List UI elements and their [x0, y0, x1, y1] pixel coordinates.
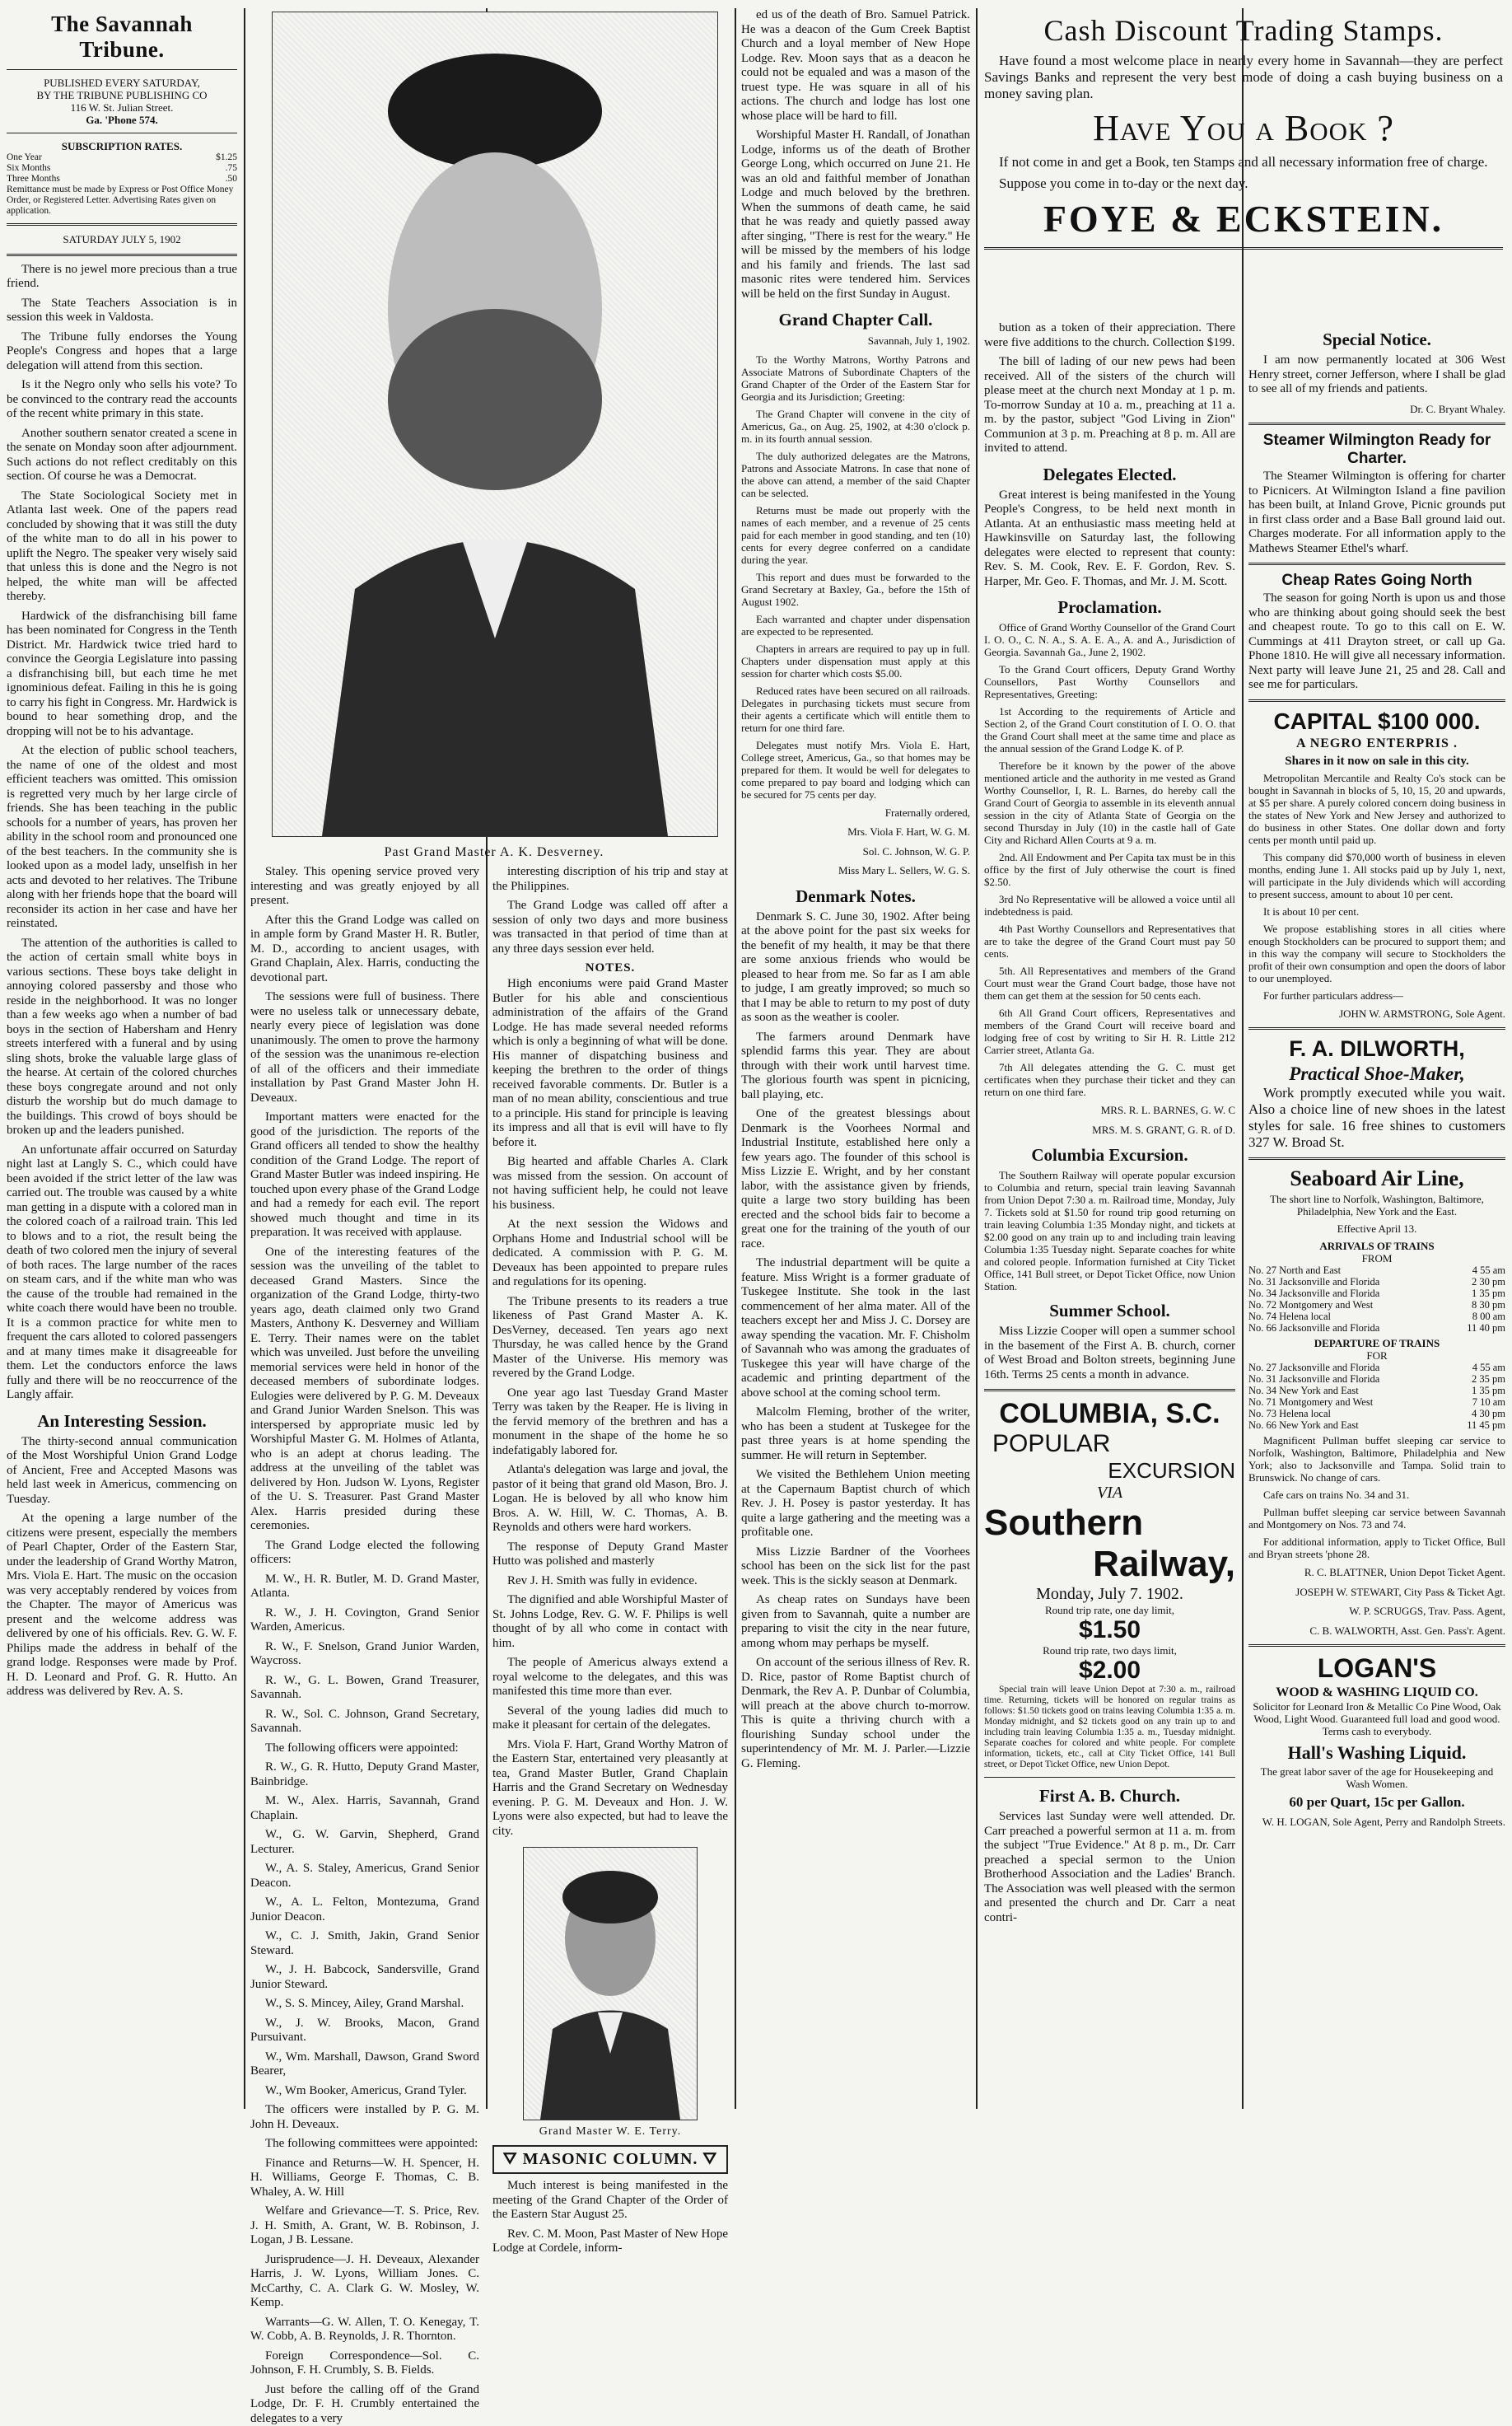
summer-school-p: Miss Lizzie Cooper will open a summer school in the basement of the First A. B. church, corner of West Broad and Bolton streets, beginning June 16th. Terms 25 cents a month in advance. — [984, 1325, 1235, 1382]
railway-ad — [984, 1398, 1235, 1770]
first-ab-p: Services last Sunday were well attended. Dr. Carr preached a powerful sermon at 11 a. m. from the subject "True Evidence." At 8 p. m., Dr. Carr preached a special sermon to the Union Brotherhood Association and the Ladies' Branch. The Association was well pleased with the sermon and presented the church and Dr. Carr a neat contri- — [984, 1810, 1235, 1925]
col4-p1: ed us of the death of Bro. Samuel Patrick. He was a deacon of the Gum Creek Baptist Church and a loyal member of New Hope Lodge. Rev. Moon says that as a deacon he could not be equaled and was a mason of the truest type. He was square in all of his actions. The church and lodge has lost one whose place will be hard to fill. — [741, 8, 970, 124]
agent-2: JOSEPH W. STEWART, City Pass & Ticket Agt. — [1248, 1585, 1505, 1600]
compass-square-icon: ⛛ — [503, 2150, 523, 2168]
col2-p8: The officers were installed by P. G. M. John H. Deveaux. — [250, 2103, 479, 2132]
proc-p9: 6th All Grand Court officers, Representatives and members of the Grand Court will receive board and lodging free of cost by writing to Sir H. R. Little 212 Carrier street, Atlanta Ga. — [984, 1007, 1235, 1056]
proc-p3: 1st According to the requirements of Article and Section 2, of the Grand Court constitution of I. O. O. that the Grand Court shall meet at the same time and place as the annual session of the Grand Lodge K. of P. — [984, 705, 1235, 755]
agent-1: R. C. BLATTNER, Union Depot Ticket Agent. — [1248, 1565, 1505, 1580]
masthead-title: The Savannah Tribune. — [7, 12, 237, 63]
denmark-p4: The industrial department will be quite a feature. Miss Wright is a former graduate of Tuskegee Institute. She took in the last commencement of her alma mater. All of the teachers except her and Miss J. C. Dorsey are away spending the vacation. Mr. F. Chisholm of Savannah who was among the graduates of Tuskegee this year will have charge of the academic and printing department of the above school at the coming school term. — [741, 1256, 970, 1400]
notes-heading: NOTES. — [492, 961, 728, 975]
train-row: No. 73 Helena local 4 30 pm — [1248, 1408, 1505, 1419]
proclamation-heading: Proclamation. — [984, 597, 1235, 618]
denmark-p2: The farmers around Denmark have splendid farms this year. They are about through with their work until harvest time. The glorious fourth was spent in picnicing, ball playing, etc. — [741, 1031, 970, 1103]
editorial-p6: The State Sociological Society met in Atlanta last week. One of the papers read concluded by showing that it was still the duty of the white man to do all in his power to uplift the Negro. The speaker very wisely said that unless this is done and the Negro is not helped, the white man will be affected thereby. — [7, 489, 237, 605]
proc-p8: 5th. All Representatives and members of the Grand Court must wear the Grand Court badge, those have not them can get them at the session for 50 cents each. — [984, 965, 1235, 1002]
agent-4: C. B. WALWORTH, Asst. Gen. Pass'r. Agent. — [1248, 1624, 1505, 1638]
arrivals-from: FROM — [1248, 1252, 1505, 1264]
committee-1: Finance and Returns—W. H. Spencer, H. H. Williams, George F. Thomas, C. B. Whaley, A. W. Hill — [250, 2157, 479, 2200]
column-5 — [984, 321, 1235, 2109]
col2-p7: The following officers were appointed: — [250, 1741, 479, 1756]
committee-2: Welfare and Grievance—T. S. Price, Rev. J. H. Smith, A. Grant, W. B. Robinson, J. Logan, J B. Lessane. — [250, 2204, 479, 2248]
col2-p5: One of the interesting features of the session was the unveiling of the tablet to deceased Grand Masters. Since the organization of the Grand Lodge, thirty-two years ago, death claimed only two Grand Masters, Anthony K. Desverney and William E. Terry. Their names were on the tablet which was unveiled. Just before the unveiling memorial services were held in honor of the deceased members of subordinate lodges. Eulogies were delivered by P. G. M. Deveaux and Grand Junior Warden Snelson. This was interspersed by appropriate music led by Worshipful Master G. M. Holmes of Atlanta, who is an adept at chorus leading. The address at the unveiling of the tablet was delivered by Hon. Judson W. Lyons, Register of the U. S. Treasurer. Past Grand Master Alex. Harris presided during these ceremonies. — [250, 1246, 479, 1534]
ad-price2: $2.00 — [984, 1657, 1235, 1685]
appointed-4: W., A. S. Staley, Americus, Grand Senior Deacon. — [250, 1862, 479, 1891]
train-row: No. 31 Jacksonville and Florida 2 30 pm — [1248, 1276, 1505, 1288]
col2-p1: Staley. This opening service proved very interesting and was greatly enjoyed by all present. — [250, 865, 479, 909]
first-ab-heading: First A. B. Church. — [984, 1786, 1235, 1807]
chapter-p4: Returns must be made out properly with the names of each member, and a revenue of 25 cents paid for each member in good standing, and ten (10) cents for every degree conferred on a candidate during the year. — [741, 504, 970, 566]
editorial-p7: Hardwick of the disfranchising bill fame has been nominated for Congress in the Tenth District. Mr. Hardwick twice tried hard to convince the Georgia Legislature into passing a disfranchising bill, but each time he met ignominious defeat. Failing in this he is going to carry his fight in Congress. Mr. Hardwick is bound to hear something drop, and the dropping will not be to his advantage. — [7, 610, 237, 740]
shares-body4: We propose establishing stores in all cities where enough Stockholders can be procured to support them; and in this way the company will secure to Stockholders the profit of their own consumption and open the doors of labor to our unemployed. — [1248, 923, 1505, 984]
seaboard-sub: The short line to Norfolk, Washington, Baltimore, Philadelphia, New York and the East. — [1248, 1193, 1505, 1218]
proc-p6: 3rd No Representative will be allowed a voice until all indebtedness is paid. — [984, 893, 1235, 918]
halls-body: The great labor saver of the age for Housekeeping and Wash Women. — [1248, 1765, 1505, 1790]
logan-sub: WOOD & WASHING LIQUID CO. — [1248, 1685, 1505, 1700]
committee-3: Jurisprudence—J. H. Deveaux, Alexander Harris, J. W. Lyons, William Jones. C. McCarthy, C. A. Clark G. W. Mosley, W. Kemp. — [250, 2253, 479, 2311]
col2-p10: Just before the calling off of the Grand Lodge, Dr. F. H. Crumbly entertained the delegates to a very — [250, 2383, 479, 2426]
proc-p1: Office of Grand Worthy Counsellor of the Grand Court I. O. O., C. N. A., S. A. E. A., A. and A., Jurisdiction of Georgia. Savannah Ga., June 2, 1902. — [984, 621, 1235, 658]
col3-p2: The Grand Lodge was called off after a session of only two days and more business was transacted in that period of time than at any three days session ever held. — [492, 899, 728, 956]
steamer-heading: Steamer Wilmington Ready for Charter. — [1248, 432, 1505, 468]
trading-stamps-ad — [984, 8, 1503, 321]
committee-4: Warrants—G. W. Allen, T. O. Kenegay, T. W. Cobb, A. B. Reynolds, J. R. Thornton. — [250, 2316, 479, 2344]
book-body2: Suppose you come in to-day or the next day. — [984, 175, 1503, 192]
editorial-p4: Is it the Negro only who sells his vote? To be convinced to the contrary read the accounts of the recent white primary in this state. — [7, 378, 237, 422]
editorial-p3: The Tribune fully endorses the Young People's Congress and hopes that a large delegation will attend from this section. — [7, 330, 237, 374]
col5-p1: bution as a token of their appreciation. There were five additions to the church. Collection $199. — [984, 321, 1235, 350]
appointed-1: R. W., G. R. Hutto, Deputy Grand Master, Bainbridge. — [250, 1760, 479, 1789]
logan-name: LOGAN'S — [1248, 1653, 1505, 1684]
shares-sig: JOHN W. ARMSTRONG, Sole Agent. — [1248, 1007, 1505, 1021]
capital-headline: CAPITAL $100 000. — [1248, 708, 1505, 735]
proc-sig2: MRS. M. S. GRANT, G. R. of D. — [984, 1123, 1235, 1138]
ad-via: VIA — [984, 1484, 1235, 1503]
col2-p3: The sessions were full of business. There were no useless talk or unnecessary debate, nearly every piece of legislation was done unanimously. The omen to prove the harmony of the session was the unanimous re-election of all of the officers and their immediate installation by Past Grand Master John H. Deveaux. — [250, 990, 479, 1105]
portrait-terry — [523, 1847, 698, 2120]
arrivals-heading: ARRIVALS OF TRAINS — [1248, 1240, 1505, 1252]
store-name: FOYE & ECKSTEIN. — [984, 197, 1503, 241]
col3-p13: Several of the young ladies did much to make it pleasant for certain of the delegates. — [492, 1704, 728, 1733]
editorial-p8: At the election of public school teachers, the name of one of the oldest and most efficient teachers was omitted. This omission is regretted very much by her large circle of friends. She has been teaching in the public schools for a number of years, has proven her ability in the school room and pronounced one of the best teachers. In the community she is looked upon as a model lady, unselfish in her acts and devoted to her relatives. The Tribune along with her friends hope that the board will reconsider its action in her case and have her reinstated. — [7, 744, 237, 932]
chapter-p8: Reduced rates have been secured on all railroads. Delegates in purchasing tickets must secure from their agents a certificate which will entitle them to return for one third fare. — [741, 685, 970, 734]
shares-body2: This company did $70,000 worth of business in eleven months, ending June 1. All stocks paid up by July 1, next, will participate in the July dividends which will according to present success, amount to about 10 per cent. — [1248, 851, 1505, 900]
departures-heading: DEPARTURE OF TRAINS — [1248, 1337, 1505, 1349]
departures-for: FOR — [1248, 1349, 1505, 1362]
col3-p15: Much interest is being manifested in the meeting of the Grand Chapter of the Order of the Eastern Star August 25. — [492, 2179, 728, 2223]
train-row: No. 34 Jacksonville and Florida 1 35 pm — [1248, 1288, 1505, 1299]
denmark-p6: We visited the Bethlehem Union meeting at the Capernaum Baptist church of which Rev. J. H. Posey is pastor yesterday. It has quite a large gathering and the meeting was a profitable one. — [741, 1468, 970, 1540]
appointed-2: M. W., Alex. Harris, Savannah, Grand Chaplain. — [250, 1794, 479, 1823]
delegates-heading: Delegates Elected. — [984, 465, 1235, 485]
column-4 — [741, 8, 970, 2109]
appointed-5: W., A. L. Felton, Montezuma, Grand Junior Deacon. — [250, 1895, 479, 1924]
book-body: If not come in and get a Book, ten Stamps and all necessary information free of charge. — [984, 154, 1503, 171]
col2-p4: Important matters were enacted for the good of the jurisdiction. The reports of the Grand officers all tended to show the healthy condition of the Grand Lodge. The report of Grand Master Butler was indeed inspiring. He touched upon every phase of the Grand Lodge and had a remedy for each evil. The report showed much thought and time in its preparation. It was received with applause. — [250, 1110, 479, 1241]
ad-railway: Railway, — [984, 1544, 1235, 1585]
proc-p7: 4th Past Worthy Counsellors and Representatives that are to take the degree of the Grand Court must pay 50 cents. — [984, 923, 1235, 960]
book-headline: Have You a Book ? — [984, 107, 1503, 149]
ad-excursion: EXCURSION — [984, 1458, 1235, 1484]
denmark-heading: Denmark Notes. — [741, 886, 970, 907]
masthead-line1: PUBLISHED EVERY SATURDAY, — [7, 77, 237, 89]
seaboard-heading: Seaboard Air Line, — [1248, 1166, 1505, 1191]
chapter-p2: The Grand Chapter will convene in the city of Americus, Ga., on Aug. 25, 1902, at 4:30 o'clock p. m. in its fourth annual session. — [741, 408, 970, 445]
proc-p5: 2nd. All Endowment and Per Capita tax must be in this office by the first of July otherwise the court is fined $2.50. — [984, 851, 1235, 888]
chapter-p9: Delegates must notify Mrs. Viola E. Hart, College street, Americus, Ga., so that homes may be prepared for them. It would be well for delegates to come prepared to pay board and lodging which can be secured for 75 cents per day. — [741, 739, 970, 801]
officer-1: M. W., H. R. Butler, M. D. Grand Master, Atlanta. — [250, 1573, 479, 1601]
denmark-p7: Miss Lizzie Bardner of the Voorhees school has been on the sick list for the past week. This is the sickly season at Denmark. — [741, 1545, 970, 1589]
notice-heading: Special Notice. — [1248, 330, 1505, 350]
cheap-rates-heading: Cheap Rates Going North — [1248, 572, 1505, 590]
chapter-p6: Each warranted and chapter under dispensation are expected to be represented. — [741, 613, 970, 638]
masthead-phone: Ga. 'Phone 574. — [7, 114, 237, 126]
denmark-p1: Denmark S. C. June 30, 1902. After being at the above point for the past six weeks for the benefit of my health, it may be that there are some anxious friends who would be pleased to hear from me. So far as I am able to judge, I am greatly improved; so much so that I may be able to return to my post of duty as soon as the weather is cooler. — [741, 910, 970, 1026]
col3-p16: Rev. C. M. Moon, Past Master of New Hope Lodge at Cordele, inform- — [492, 2227, 728, 2256]
train-row: No. 72 Montgomery and West 8 30 pm — [1248, 1299, 1505, 1311]
chapter-dateline: Savannah, July 1, 1902. — [741, 334, 970, 348]
session-p2: At the opening a large number of the citizens were present, especially the members of Pearl Chapter, Order of the Eastern Star, under the leadership of Grand Worthy Matron, Mrs. Viola E. Hart. The music on the occasion was very acceptably rendered by voices from the Chapter. The mayor of Americus was present and the welcome address was delivered by one of his officials. Rev. G. W. F. Philips made the address in behalf of the grand lodge. Responses were made by Prof. H. D. Leonard and Prof. G. R. Hutto. An address was delivered by Rev. A. S. — [7, 1512, 237, 1699]
steamer-body: The Steamer Wilmington is offering for charter to Picnicers. At Wilmington Island a fine pavilion has been built, at Inland Grove, Picnic grounds put in first class order and a Base Ball ground laid out. Charges moderate. For all information apply to the Mathews Steamer Ethel's wharf. — [1248, 470, 1505, 556]
editorial-p10: An unfortunate affair occurred on Saturday night last at Langly S. C., which could have been avoided if the strict letter of the law was carried out. The trouble was caused by a white man getting in a dispute with a colored man in the colored coach of a railroad train. This led to blows and to a riot, the result being the death of two colored men the injury of several of both races. The large number of the races on steam cars, and if the white man who was the cause of the trouble had remained in the white coach there would have been no trouble. It is a common practice for white men to frequent the cars alloted to colored passengers and at many times make it disagreeable for them. Let the conductors enforce the laws fully and there will be no reoccurrence of the Langly affair. — [7, 1143, 237, 1403]
arrivals-table — [1248, 1264, 1505, 1334]
appointed-6: W., C. J. Smith, Jakin, Grand Senior Steward. — [250, 1929, 479, 1958]
col3-p4: Big hearted and affable Charles A. Clark was missed from the session. On account of not having sufficient help, he could not leave his business. — [492, 1155, 728, 1213]
proc-sig1: MRS. R. L. BARNES, G. W. C — [984, 1103, 1235, 1118]
train-row: No. 74 Helena local 8 00 am — [1248, 1311, 1505, 1322]
officer-4: R. W., G. L. Bowen, Grand Treasurer, Savannah. — [250, 1674, 479, 1703]
column-1 — [7, 8, 237, 2109]
ad-price1: $1.50 — [984, 1616, 1235, 1644]
ad-southern: Southern — [984, 1503, 1235, 1544]
appointed-10: W., Wm. Marshall, Dawson, Grand Sword Bearer, — [250, 2050, 479, 2079]
col3-p11: The dignified and able Worshipful Master of St. Johns Lodge, Rev. G. W. F. Philips is well thought of by all who come in contact with him. — [492, 1593, 728, 1651]
editorial-p2: The State Teachers Association is in session this week in Valdosta. — [7, 297, 237, 325]
col2-p2: After this the Grand Lodge was called on in ample form by Grand Master H. R. Butler, M. D., according to ancient usages, with Grand Chaplain, Alex. Harris, conducting the devotional part. — [250, 914, 479, 986]
editorial-p5: Another southern senator created a scene in the senate on Monday soon after adjournment. Such actions do not reflect creditably on this section. Of course he was a Democrat. — [7, 427, 237, 484]
session-p1: The thirty-second annual communication of the Most Worshipful Union Grand Lodge of Ancient, Free and Accepted Masons was held last week in Americus, commencing on Tuesday. — [7, 1435, 237, 1507]
shares-body: Metropolitan Mercantile and Realty Co's stock can be bought in Savannah in blocks of 5, 10, 15, 20 and upwards, at $5 per share. A purely colored concern doing business in the states of New York and New Jersey and authorized to do business in other States. One dollar down and forty cents per month until paid up. — [1248, 772, 1505, 846]
officer-2: R. W., J. H. Covington, Grand Senior Warden, Americus. — [250, 1606, 479, 1635]
train-row: No. 71 Montgomery and West 7 10 am — [1248, 1396, 1505, 1408]
delegates-p: Great interest is being manifested in the Young People's Congress, to be held next month in Atlanta. At an enthusiastic mass meeting held at Hawkinsville on Saturday last, the following delegates were elected to represent that county: Rev. S. M. Cook, Rev. E. F. Gordon, Rev. S. Harper, Mr. Geo. F. Thomas, and Mr. J. M. Scott. — [984, 488, 1235, 590]
appointed-8: W., S. S. Mincey, Ailey, Grand Marshal. — [250, 1997, 479, 2012]
column-6 — [1248, 321, 1505, 2109]
cheap-rates-body: The season for going North is upon us and those who are thinking about going should seek the best and cheapest route. To go to this call on E. W. Cummings at 411 Drayton street, or call up Ga. Phone 1810. He will give all necessary information. Next party will leave June 21, 25 and 28. Call and see me for particulars. — [1248, 591, 1505, 693]
col5-p2: The bill of lading of our new pews had been received. All of the sisters of the church will please meet at the church next Monday at 1 p. m. To-morrow Sunday at 10 a. m., preaching at 11 a. m. by the pastor, subject "God Living in Zion" Communion at 3 p. m. Preaching at 8 p. m. All are invited to attend. — [984, 355, 1235, 456]
appointed-11: W., Wm Booker, Americus, Grand Tyler. — [250, 2084, 479, 2099]
committee-5: Foreign Correspondence—Sol. C. Johnson, F. H. Crumbly, S. B. Fields. — [250, 2349, 479, 2378]
notice-body: I am now permanently located at 306 West Henry street, corner Jefferson, where I shall be glad to see all of my friends and patients. — [1248, 353, 1505, 397]
excursion-p: The Southern Railway will operate popular excursion to Columbia and return, special train leaving Savannah from Union Depot 7:30 a. m. Railroad time, Monday, July 7. Tickets sold at $1.50 for round trip good returning on train leaving Columbia 1:35 Monday night, and tickets at $2.00 good on any train up to and including train leaving Columbia 1:35 Tuesday night. Separate coaches for white and colored people. Information furnished at City Ticket Office, 141 Bull street, or Depot Ticket Office, now Union Station. — [984, 1169, 1235, 1292]
train-row: No. 66 Jacksonville and Florida 11 40 pm — [1248, 1322, 1505, 1334]
portrait-terry-caption: Grand Master W. E. Terry. — [492, 2125, 728, 2139]
col2-p6: The Grand Lodge elected the following officers: — [250, 1539, 479, 1568]
masthead-line3: 116 W. St. Julian Street. — [7, 101, 237, 114]
ad-rate2: Round trip rate, two days limit, — [984, 1644, 1235, 1657]
dilworth-body: Work promptly executed while you wait. Also a choice line of new shoes in the latest styles for sale. 16 free shines to customers 327 W. Broad St. — [1248, 1085, 1505, 1151]
chapter-sig1: Fraternally ordered, — [741, 806, 970, 820]
halls-heading: Hall's Washing Liquid. — [1248, 1742, 1505, 1764]
seaboard-effective: Effective April 13. — [1248, 1222, 1505, 1235]
portrait-desverney — [272, 12, 718, 837]
proc-p10: 7th All delegates attending the G. C. must get certificates when they purchase their ticket and they can return on one third fare. — [984, 1061, 1235, 1098]
denmark-p5: Malcolm Fleming, brother of the writer, who has been a student at Tuskegee for the past three years is at home spending the summer. He will return in September. — [741, 1405, 970, 1463]
col3-p1: interesting discription of his trip and stay at the Philippines. — [492, 865, 728, 894]
chapter-sig4: Miss Mary L. Sellers, W. G. S. — [741, 863, 970, 878]
denmark-p9: On account of the serious illness of Rev. R. D. Rice, pastor of Rome Baptist church of Denmark, the Rev A. P. Dunbar of Columbia, will preach at the above church to-morrow. This is quite a thriving church with a flourishing Sunday school under the superintendency of Mr. M. J. Parler.—Lizzie G. Fleming. — [741, 1656, 970, 1771]
chapter-p1: To the Worthy Matrons, Worthy Patrons and Associate Matrons of Subordinate Chapters of the Grand Chapter of the Order of the Eastern Star for Georgia and its Jurisdiction; Greeting: — [741, 353, 970, 403]
issue-date: SATURDAY JULY 5, 1902 — [7, 232, 237, 247]
enterprise-subhead: A NEGRO ENTERPRIS . — [1248, 736, 1505, 751]
train-row: No. 66 New York and East 11 45 pm — [1248, 1419, 1505, 1431]
ad-rate1: Round trip rate, one day limit, — [984, 1604, 1235, 1616]
dilworth-sub: Practical Shoe-Maker, — [1248, 1063, 1505, 1085]
denmark-p3: One of the greatest blessings about Denmark is the Voorhees Normal and Industrial Institute, established here only a few years ago. The founder of this school is Miss Lizzie E. Wright, and by her constant labor, with the assistance given by friends, quite a large two story building has been erected and the school bids fair to become a great one for the training of the youth of our race. — [741, 1107, 970, 1251]
ad-city: COLUMBIA, S.C. — [984, 1398, 1235, 1430]
shares-subhead: Shares in it now on sale in this city. — [1248, 755, 1505, 769]
excursion-heading: Columbia Excursion. — [984, 1145, 1235, 1166]
appointed-9: W., J. W. Brooks, Macon, Grand Pursuivant. — [250, 2017, 479, 2045]
notice-sig: Dr. C. Bryant Whaley. — [1248, 402, 1505, 417]
train-row: No. 31 Jacksonville and Florida 2 35 pm — [1248, 1373, 1505, 1385]
officer-5: R. W., Sol. C. Johnson, Grand Secretary, Savannah. — [250, 1708, 479, 1737]
editorial-p9: The attention of the authorities is called to the action of certain small white boys in various sections. These boys take delight in annoying colored passersby and those who reside in the neighborhood. It was no longer than a few weeks ago when a number of bad boys in the section of Habersham and Henry streets interfered with a funeral and by using sling shots, broke the valuable large glass of the hearse. At certain of the colored churches these boys congregate around and not only disturb the worship but do much damage to the buildings. This crowd of boys should be broken up and the leaders punished. — [7, 937, 237, 1138]
seaboard-body: Magnificent Pullman buffet sleeping car service to Norfolk, Washington, Baltimore, Philadelphia and New York; also to Jacksonville and Tampa. Solid train to Brunswick. No change of cars. — [1248, 1434, 1505, 1484]
train-row: No. 34 New York and East 1 35 pm — [1248, 1385, 1505, 1396]
summer-school-heading: Summer School. — [984, 1301, 1235, 1321]
chapter-p5: This report and dues must be forwarded to the Grand Secretary at Baxley, Ga., before the 15th of August 1902. — [741, 571, 970, 608]
chapter-call-heading: Grand Chapter Call. — [741, 310, 970, 330]
seaboard-body2: Cafe cars on trains No. 34 and 31. — [1248, 1489, 1505, 1501]
train-row: No. 27 Jacksonville and Florida 4 55 am — [1248, 1362, 1505, 1373]
portrait-terry-illustration-icon — [524, 1848, 697, 2120]
proc-p2: To the Grand Court officers, Deputy Grand Worthy Counsellors, Past Worthy Counsellors and Representatives, Greeting: — [984, 663, 1235, 700]
proc-p4: Therefore be it known by the power of the above mentioned article and the authority in me vested as Grand Worthy Counsellor, I, R. L. Barnes, do hereby call the Grand Court of Georgia to assemble in its eleventh annual session in the city of Atlanta State of Georgia on the second Thursday in July (10) in the castle hall of Gate City and Richard Allen Courts at 9 a. m. — [984, 760, 1235, 846]
rates-title: SUBSCRIPTION RATES. — [7, 140, 237, 152]
chapter-sig3: Sol. C. Johnson, W. G. P. — [741, 844, 970, 859]
session-heading: An Interesting Session. — [7, 1411, 237, 1432]
editorial-p1: There is no jewel more precious than a true friend. — [7, 263, 237, 292]
seaboard-body3: Pullman buffet sleeping car service between Savannah and Montgomery on Nos. 73 and 74. — [1248, 1506, 1505, 1531]
stamps-body: Have found a most welcome place in nearly every home in Savannah—they are perfect Savings Banks and represent the very best mode of doing a cash buying business on a money saving plan. — [984, 53, 1503, 102]
masonic-column-heading: ⛛ MASONIC COLUMN. ⛛ — [492, 2145, 728, 2174]
halls-price: 60 per Quart, 15c per Gallon. — [1248, 1795, 1505, 1810]
col3-p3: High enconiums were paid Grand Master Butler for his able and conscientious administration of the affairs of the Grand Lodge. He has made several needed reforms which is only a beginning of what will be done. His manner of dispatching business and keeping the brethren to the order of things received favorable comments. Dr. Butler is a man of no mean ability, conscientious and true to a principle. His stand for principle is leaving its impress and all that is evil will have to fly before it. — [492, 977, 728, 1150]
col3-p12: The people of Americus always extend a royal welcome to the delegates, and this was manifested this time more than ever. — [492, 1656, 728, 1699]
dilworth-name: F. A. DILWORTH, — [1248, 1036, 1505, 1062]
officer-3: R. W., F. Snelson, Grand Junior Warden, Waycross. — [250, 1640, 479, 1669]
ad-date: Monday, July 7. 1902. — [984, 1585, 1235, 1604]
col3-p5: At the next session the Widows and Orphans Home and Industrial school will be dedicated. A commission with P. G. M. Deveaux has been appointed to prepare rules and regulations for its opening. — [492, 1218, 728, 1290]
col3-p14: Mrs. Viola F. Hart, Grand Worthy Matron of the Eastern Star, entertained very pleasantly at tea, Grand Master Butler, Grand Chaplain Harris and the Grand Secretary on Wednesday evening. P. G. M. Deveaux and Hon. J. W. Lyons were also expected, but had to leave the city. — [492, 1738, 728, 1839]
col3-p7: One year ago last Tuesday Grand Master Terry was taken by the Reaper. He is living in the fervid memory of the brethren and has a monument in the shape of the home he so indefatigably labored for. — [492, 1386, 728, 1459]
appointed-3: W., G. W. Garvin, Shepherd, Grand Lecturer. — [250, 1828, 479, 1857]
seaboard-body4: For additional information, apply to Ticket Office, Bull and Bryan streets 'phone 28. — [1248, 1536, 1505, 1560]
col3-p6: The Tribune presents to its readers a true likeness of Past Grand Master A. K. DesVerney, deceased. Ten years ago next Thursday, he was called hence by the Grand Master of the Universe. His memory was revered by the Grand Lodge. — [492, 1295, 728, 1381]
rates-table: One Year $1.25 Six Months .75 Three Months .50 Remittance must be made by Express or Post Office Money Order, or Registered Letter. Advertising Rates given on application. — [7, 152, 237, 217]
shares-contact: For further particulars address— — [1248, 989, 1505, 1002]
column-3 — [492, 865, 728, 2109]
compass-square-icon-right: ⛛ — [698, 2150, 717, 2168]
departures-table — [1248, 1362, 1505, 1431]
halls-sig: W. H. LOGAN, Sole Agent, Perry and Randolph Streets. — [1248, 1815, 1505, 1830]
train-row: No. 27 North and East 4 55 am — [1248, 1264, 1505, 1276]
chapter-p7: Chapters in arrears are required to pay up in full. Chapters under dispensation must apply at this session for charter which costs $5.00. — [741, 643, 970, 680]
col3-p9: The response of Deputy Grand Master Hutto was polished and masterly — [492, 1540, 728, 1569]
col3-p10: Rev J. H. Smith was fully in evidence. — [492, 1574, 728, 1589]
col4-p2: Worshipful Master H. Randall, of Jonathan Lodge, informs us of the death of Brother George Long, which occurred on June 21. He was an old and faithful member of Jonathan Lodge and much beloved by the brethren. When the summons of death came, he said that he was ready and quietly passed away after singing, "There is rest for the weary." He will be missed by the members of his lodge and his family and friends. The last sad masonic rites were tendered him. Services will be held on the first Sunday in August. — [741, 129, 970, 301]
portrait-desverney-caption: Past Grand Master A. K. Desverney. — [272, 845, 716, 860]
masthead-line2: BY THE TRIBUNE PUBLISHING CO — [7, 89, 237, 101]
ad-fine-print: Special train will leave Union Depot at 7:30 a. m., railroad time. Returning, tickets will be honored on regular trains as follows: $1.50 tickets good on trains leaving Columbia 1:35 a. m. Monday midnight, and $2 tickets good on any train up to and including train leaving Columbia 1:35 a. m., Tuesday midnight. Separate coaches for colored and white people. For complete information, tickets, etc., call at City Ticket Office, 141 Bull street, or Depot Ticket Office, new Union Depot. — [984, 1685, 1235, 1770]
shares-body3: It is about 10 per cent. — [1248, 905, 1505, 918]
col3-p8: Atlanta's delegation was large and joval, the pastor of it being that grand old Mason, Bro. J. Logan. He is beloved by all who know him Bros. A. W. Hill, W. C. Thomas, A. B. Reynolds and others were hard workers. — [492, 1463, 728, 1536]
appointed-7: W., J. H. Babcock, Sandersville, Grand Junior Steward. — [250, 1963, 479, 1992]
logan-body: Solicitor for Leonard Iron & Metallic Co Pine Wood, Oak Wood, Light Wood. Guaranteed full load and good wood. Terms cash to everybody. — [1248, 1700, 1505, 1737]
ad-popular: POPULAR — [992, 1430, 1235, 1458]
denmark-p8: As cheap rates on Sundays have been given from to Savannah, quite a number are preparing to visit the city in the near future, among whom may perhaps be myself. — [741, 1593, 970, 1651]
col2-p9: The following committees were appointed: — [250, 2137, 479, 2152]
agent-3: W. P. SCRUGGS, Trav. Pass. Agent, — [1248, 1604, 1505, 1619]
chapter-sig2: Mrs. Viola F. Hart, W. G. M. — [741, 825, 970, 839]
column-2 — [250, 865, 479, 2109]
stamps-headline: Cash Discount Trading Stamps. — [984, 13, 1503, 48]
portrait-illustration-icon — [273, 12, 717, 836]
chapter-p3: The duly authorized delegates are the Matrons, Patrons and Associate Matrons. In case that none of the above can attend, a member of the said Chapter can be selected. — [741, 450, 970, 499]
